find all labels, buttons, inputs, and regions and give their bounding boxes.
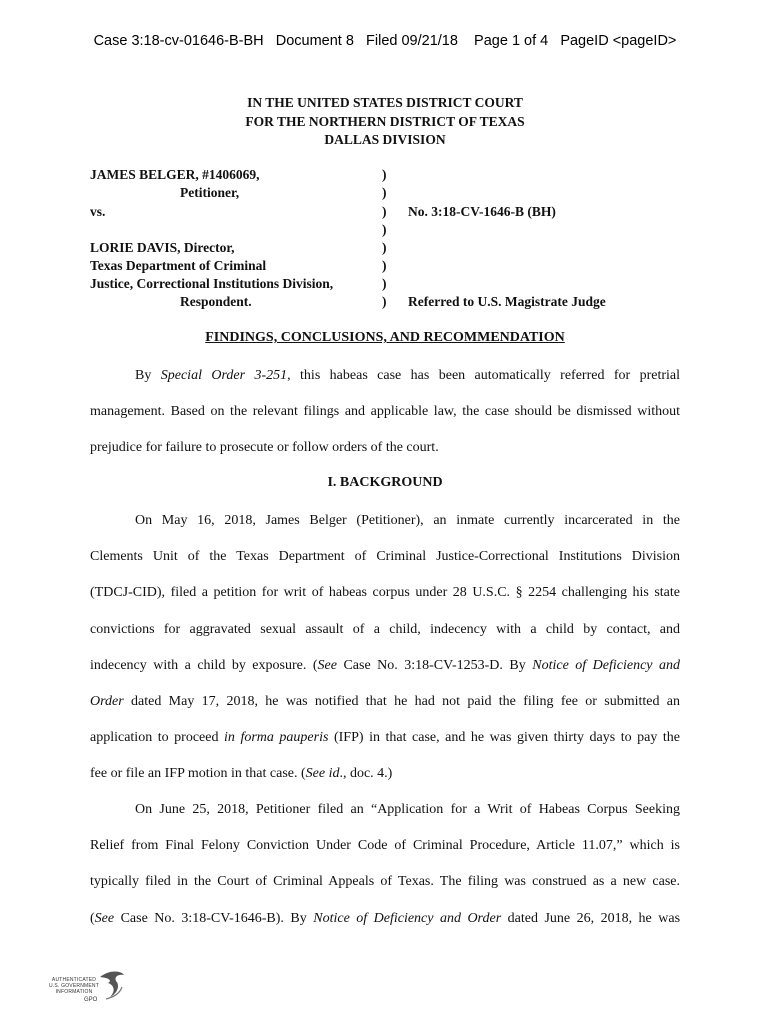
filing-paragraph (90, 792, 680, 937)
court-heading (0, 94, 770, 150)
caption-paren: ) (382, 204, 387, 219)
petitioner-role: Petitioner, (180, 185, 240, 200)
text-line: Clements Unit of the Texas Department of Criminal Justice-Correctional Institutions Division (90, 549, 680, 565)
page-number: Page 1 of 4 (474, 33, 549, 49)
document-number: Document 8 (275, 33, 354, 49)
background-paragraph (90, 503, 680, 793)
filing-header (0, 33, 770, 49)
referral-note: Referred to U.S. Magistrate Judge (408, 294, 606, 309)
seal-line: AUTHENTICATED (51, 977, 97, 983)
intro-paragraph (90, 358, 680, 467)
caption-paren: ) (382, 276, 387, 291)
caption-paren: ) (382, 167, 387, 182)
text-line: On May 16, 2018, James Belger (Petitioner), an inmate currently incarcerated in the (135, 513, 680, 528)
text-line: indecency with a child by exposure. (See Case No. 3:18-CV-1253-D. By Notice of Deficiency and (90, 657, 680, 673)
case-caption (90, 167, 690, 315)
petitioner-name: JAMES BELGER, #1406069, (90, 167, 260, 182)
gpo-authentication-seal (44, 971, 134, 1011)
text-line: convictions for aggravated sexual assault of a child, indecency with a child by contact, and (90, 621, 680, 637)
text-line: fee or file an IFP motion in that case. (See id., doc. 4.) (90, 766, 393, 782)
respondent-division: Justice, Correctional Institutions Division, (90, 276, 334, 291)
caption-paren: ) (382, 185, 387, 200)
eagle-icon (96, 969, 128, 1009)
text-line: (TDCJ-CID), filed a petition for writ of habeas corpus under 28 U.S.C. § 2254 challenging his state (90, 585, 680, 601)
text-line: application to proceed in forma pauperis (IFP) in that case, and he was given thirty days to pay the (90, 730, 680, 746)
caption-paren: ) (382, 222, 387, 237)
text-line: management. Based on the relevant filings and applicable law, the case should be dismissed without (90, 404, 680, 420)
respondent-agency: Texas Department of Criminal (90, 258, 267, 273)
respondent-name: LORIE DAVIS, Director, (90, 240, 235, 255)
seal-line: INFORMATION (55, 989, 93, 995)
seal-line: U.S. GOVERNMENT (49, 983, 99, 989)
findings-title: FINDINGS, CONCLUSIONS, AND RECOMMENDATION (205, 330, 565, 345)
caption-paren: ) (382, 294, 387, 309)
text-line: Order dated May 17, 2018, he was notified that he had not paid the filing fee or submitted an (90, 693, 680, 709)
court-line: FOR THE NORTHERN DISTRICT OF TEXAS (245, 113, 525, 129)
citation: Special Order 3-251 (160, 368, 288, 383)
text-line: On June 25, 2018, Petitioner filed an “Application for a Writ of Habeas Corpus Seeking (135, 802, 680, 817)
gpo-mark: GPO (84, 997, 98, 1003)
docket-number: No. 3:18-CV-1646-B (BH) (408, 204, 556, 219)
court-line: IN THE UNITED STATES DISTRICT COURT (247, 95, 523, 110)
filed-date: Filed 09/21/18 (366, 33, 458, 49)
caption-paren: ) (382, 240, 387, 255)
caption-paren: ) (382, 258, 387, 273)
text-line: By Special Order 3-251, this habeas case has been automatically referred for pretrial (135, 368, 680, 383)
respondent-role: Respondent. (180, 294, 252, 309)
court-line: DALLAS DIVISION (324, 132, 446, 147)
text-line: prejudice for failure to prosecute or follow orders of the court. (90, 440, 439, 456)
text-line: Relief from Final Felony Conviction Under Code of Criminal Procedure, Article 11.07,” which is (90, 838, 680, 854)
case-number: Case 3:18-cv-01646-B-BH (93, 33, 264, 49)
background-title: I. BACKGROUND (327, 475, 443, 490)
text-line: typically filed in the Court of Criminal Appeals of Texas. The filing was construed as a new case. (90, 874, 680, 890)
versus: vs. (90, 204, 106, 219)
page-id: PageID <pageID> (560, 33, 677, 49)
text-line: (See Case No. 3:18-CV-1646-B). By Notice of Deficiency and Order dated June 26, 2018, he was (90, 910, 681, 926)
